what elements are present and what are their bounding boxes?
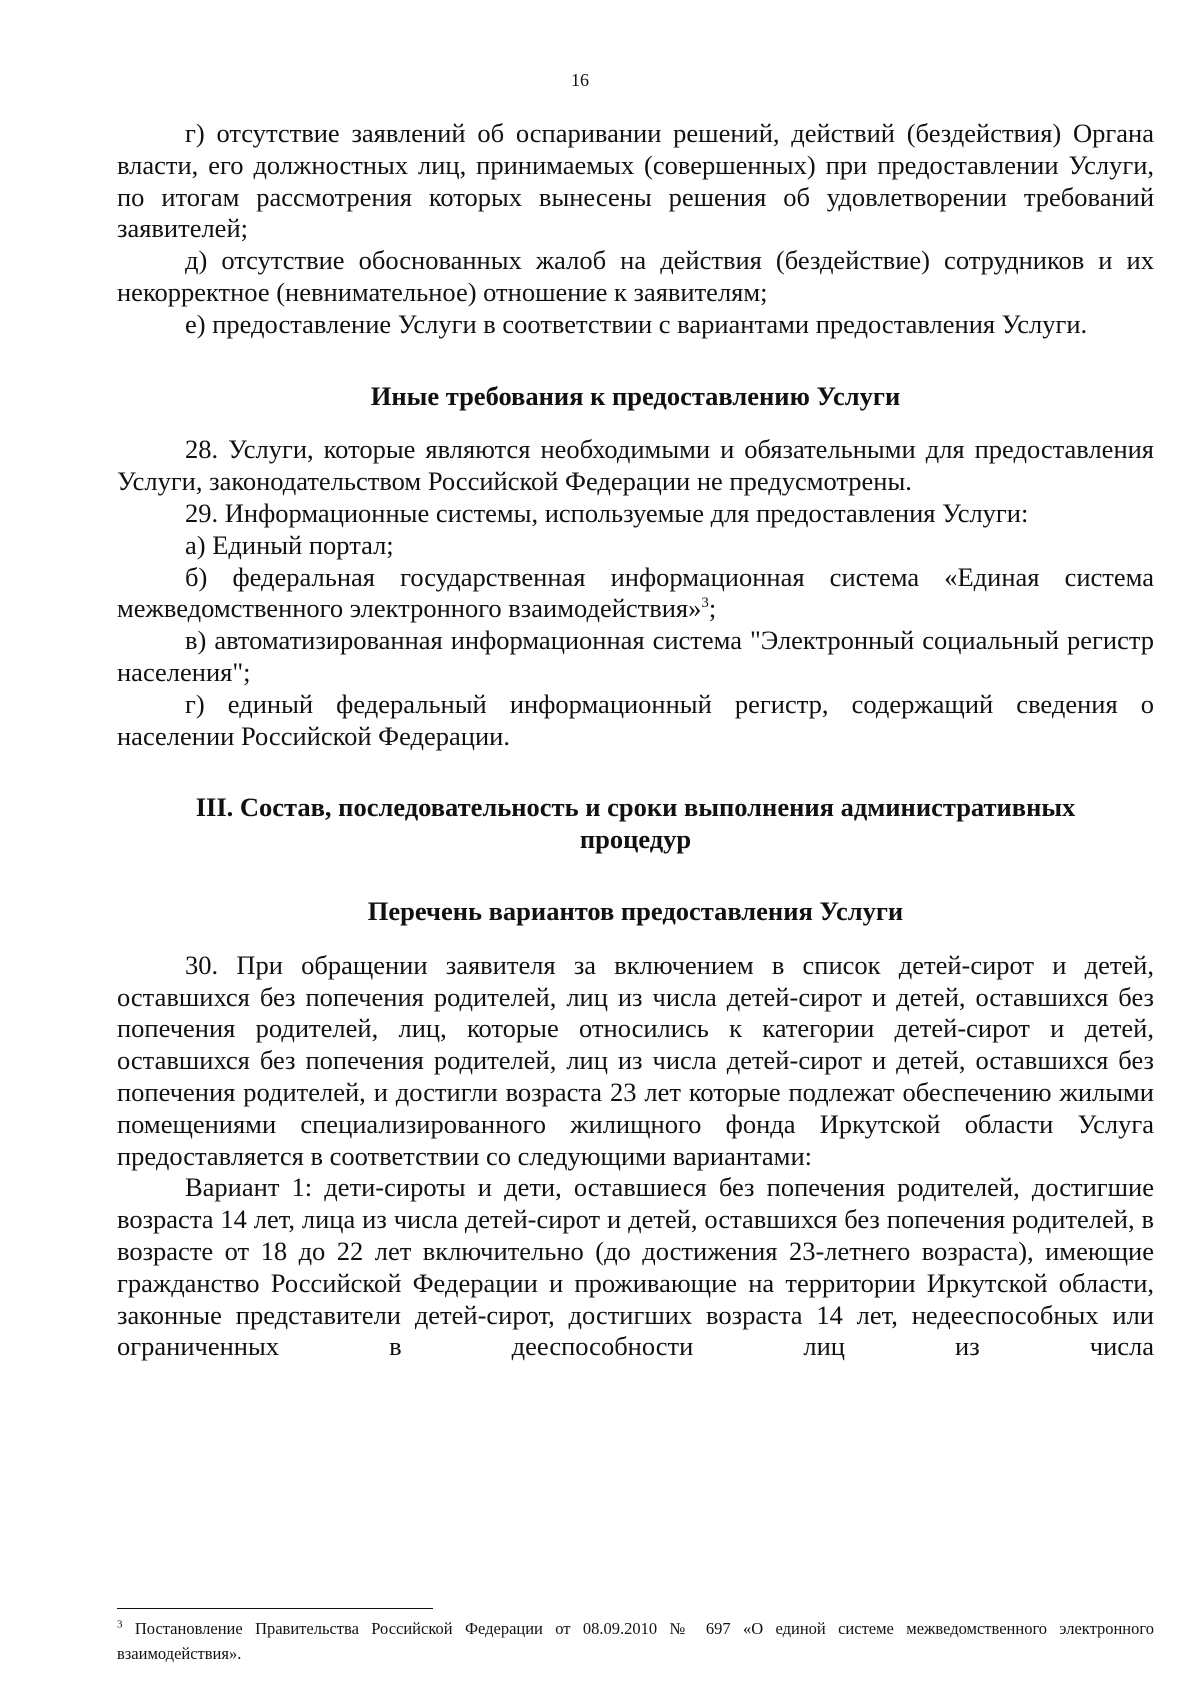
paragraph-29b-text: б) федеральная государственная информационная система «Единая система межведомственного электронного взаимодействия» bbox=[117, 561, 1154, 624]
footnote bbox=[117, 1616, 1154, 1666]
heading-variants: Перечень вариантов предоставления Услуги bbox=[367, 895, 904, 926]
paragraph-29c: в) автоматизированная информационная система "Электронный социальный регистр населения"; bbox=[117, 625, 1154, 687]
paragraph-d: д) отсутствие обоснованных жалоб на действия (бездействие) сотрудников и их некорректное (невнимательное) отношение к заявителям; bbox=[117, 245, 1154, 307]
paragraph-variant-1: Вариант 1: дети-сироты и дети, оставшиеся без попечения родителей, достигшие возраста 14 лет, лица из числа детей-сирот и детей, оставшихся без попечения родителей, в возрасте от 18 до 22 лет включительно (до достижения 23-летнего возраста), имеющие гражданство Российской Федерации и проживающие на территории Иркутской области, законные представители детей-сирот, достигших возраста 14 лет, недееспособных или ограниченных в дееспособности лиц из числа bbox=[117, 1172, 1154, 1362]
paragraph-g: г) отсутствие заявлений об оспаривании решений, действий (бездействия) Органа власти, его должностных лиц, принимаемых (совершенных) при предоставлении Услуги, по итогам рассмотрения которых вынесены решения об удовлетворении требований заявителей; bbox=[117, 118, 1154, 244]
footnote-mark: 3 bbox=[117, 1618, 123, 1631]
page-number: 16 bbox=[571, 70, 589, 90]
paragraph-29b bbox=[117, 562, 1154, 626]
paragraph-28: 28. Услуги, которые являются необходимыми и обязательными для предоставления Услуги, законодательством Российской Федерации не предусмотрены. bbox=[117, 434, 1154, 497]
spacer bbox=[117, 412, 1154, 434]
spacer bbox=[117, 341, 1154, 381]
spacer bbox=[117, 856, 1154, 896]
heading-section-iii: III. Состав, последовательность и сроки выполнения административных процедур bbox=[195, 792, 1076, 855]
paragraph-29a: а) Единый портал; bbox=[185, 529, 394, 560]
footnote-reference: 3 bbox=[701, 595, 709, 612]
paragraph-29d: г) единый федеральный информационный регистр, содержащий сведения о населении Российской Федерации. bbox=[117, 688, 1154, 751]
spacer bbox=[117, 752, 1154, 792]
spacer bbox=[117, 928, 1154, 950]
document-body bbox=[117, 118, 1154, 1363]
footnote-separator bbox=[117, 1608, 433, 1609]
paragraph-29: 29. Информационные системы, используемые для предоставления Услуги: bbox=[185, 497, 1029, 528]
paragraph-30: 30. При обращении заявителя за включением в список детей-сирот и детей, оставшихся без попечения родителей, лиц из числа детей-сирот и детей, оставшихся без попечения родителей, лиц, которые относились к категории детей-сирот и детей, оставшихся без попечения родителей, лиц из числа детей-сирот и детей, оставшихся без попечения родителей, и достигли возраста 23 лет которые подлежат обеспечению жилыми помещениями специализированного жилищного фонда Иркутской области Услуга предоставляется в соответствии со следующими вариантами: bbox=[117, 949, 1154, 1171]
footnote-text: Постановление Правительства Российской Федерации от 08.09.2010 № 697 «О единой системе межведомственного электронного взаимодействия». bbox=[117, 1619, 1154, 1663]
paragraph-29b-end: ; bbox=[708, 593, 717, 624]
heading-other-requirements: Иные требования к предоставлению Услуги bbox=[370, 380, 901, 411]
paragraph-e: е) предоставление Услуги в соответствии с вариантами предоставления Услуги. bbox=[185, 308, 1088, 339]
